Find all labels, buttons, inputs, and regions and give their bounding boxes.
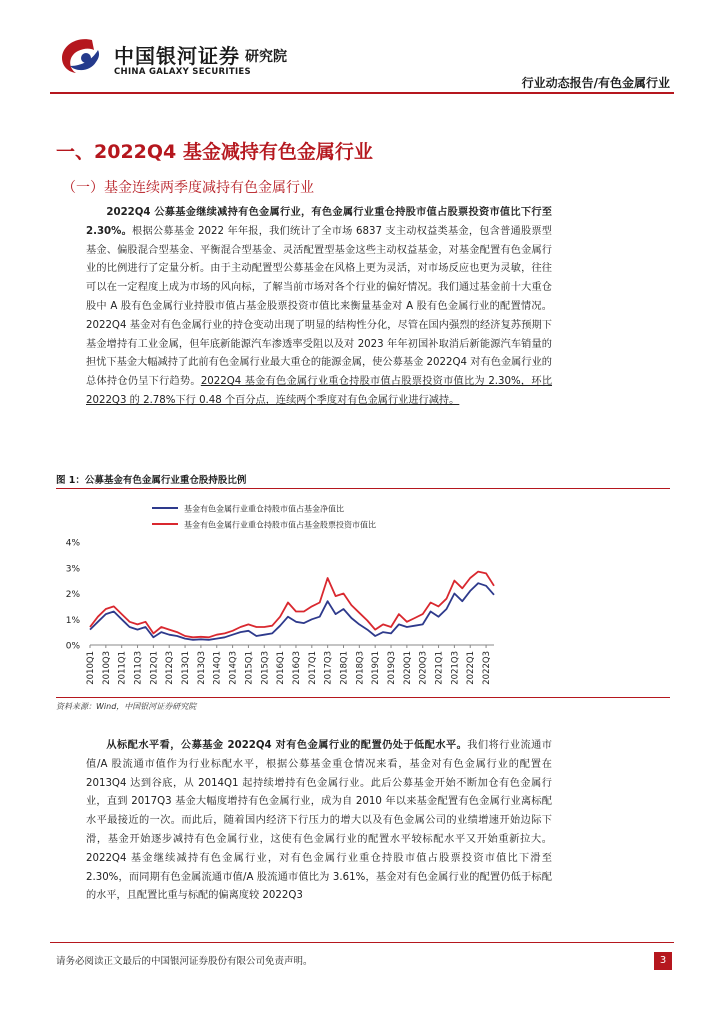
paragraph-lead: 2022Q4 公募基金继续减持有色金属行业，有色金属行业重仓持股市值占股票投资市值比下行至 2.30%。 (86, 207, 552, 237)
x-tick-label: 2017Q3 (323, 651, 334, 685)
x-tick-label: 2013Q1 (181, 651, 192, 685)
logo-english-name: CHINA GALAXY SECURITIES (114, 67, 251, 77)
x-tick-label: 2011Q3 (133, 651, 144, 685)
x-tick-label: 2012Q1 (149, 651, 160, 685)
x-tick-label: 2015Q1 (244, 651, 255, 685)
x-tick-label: 2019Q3 (387, 651, 398, 685)
x-tick-label: 2017Q1 (307, 651, 318, 685)
x-tick-label: 2015Q3 (260, 651, 271, 685)
x-tick-label: 2021Q3 (450, 651, 461, 685)
header-divider (50, 92, 674, 94)
x-tick-label: 2018Q3 (355, 651, 366, 685)
x-tick-label: 2013Q3 (196, 651, 207, 685)
x-tick-label: 2019Q1 (371, 651, 382, 685)
section-title: 一、2022Q4 基金减持有色金属行业 (56, 141, 373, 163)
paragraph-lead: 从标配水平看，公募基金 2022Q4 对有色金属行业的配置仍处于低配水平。 (106, 740, 468, 751)
x-tick-label: 2016Q1 (276, 651, 287, 685)
x-tick-label: 2022Q1 (466, 651, 477, 685)
china-galaxy-logo-icon (56, 36, 104, 76)
paragraph-highlight: 2022Q4 基金有色金属行业重仓持股市值占股票投资市值比为 2.30%，环比 2022Q3 的 2.78%下行 0.48 个百分点，连续两个季度对有色金属行业进行减持。 (86, 376, 553, 406)
y-tick-label: 2% (65, 590, 80, 600)
paragraph-body: 我们将行业流通市值/A 股流通市值作为行业标配水平，根据公募基金重仓情况来看，基金对有色金属行业的配置在 2013Q4 达到谷底，从 2014Q1 起持续增持有色金属行业。此后公募基金开始不断加仓有色金属行业，直到 2017Q3 基金大幅度增持有色金属行业，成为自 2010 年以来基金配置有色金属行业离标配水平最接近的一次。而此后，随着国内经济下行压力的增大以及有色金属公司的业绩增速开始边际下滑，基金开始逐步减持有色金属行业，这使有色金属行业的配置水平较标配水平又开始重新拉大。2022Q4 基金继续减持有色金属行业，对有色金属行业重仓持股市值占股票投资市值比下滑至 2.30%，而同期有色金属流通市值/A 股流通市值比为 3.61%，基金对有色金属行业的配置仍低于标配的水平，且配置比重与标配的偏离度较 2022Q3 (86, 740, 552, 902)
legend-label: 基金有色金属行业重仓持股市值占基金净值比 (184, 504, 344, 514)
y-tick-label: 4% (65, 538, 80, 549)
figure-bottom-rule (56, 697, 670, 698)
x-tick-label: 2014Q3 (228, 651, 239, 685)
page-number: 3 (654, 952, 672, 970)
y-tick-label: 3% (65, 564, 80, 575)
y-tick-label: 0% (65, 641, 80, 652)
report-type-label: 行业动态报告/有色金属行业 (521, 76, 670, 90)
x-tick-label: 2020Q3 (418, 651, 429, 685)
paragraph-fund-reduction (86, 204, 552, 411)
x-tick-label: 2020Q1 (402, 651, 413, 685)
x-tick-label: 2021Q1 (434, 651, 445, 685)
footer-divider (50, 942, 674, 943)
x-tick-label: 2014Q1 (212, 651, 223, 685)
series-line (90, 583, 494, 640)
logo-department: 研究院 (245, 49, 287, 65)
x-tick-label: 2012Q3 (165, 651, 176, 685)
paragraph-allocation-level (86, 737, 552, 906)
figure-top-rule (56, 488, 670, 489)
holding-ratio-line-chart (56, 490, 670, 696)
figure-title: 图 1：公募基金有色金属行业重仓股持股比例 (56, 475, 247, 486)
subsection-title: （一）基金连续两季度减持有色金属行业 (62, 180, 314, 196)
legend-label: 基金有色金属行业重仓持股市值占基金股票投资市值比 (184, 520, 376, 530)
x-tick-label: 2011Q1 (117, 651, 128, 685)
x-tick-label: 2016Q3 (291, 651, 302, 685)
paragraph-body: 根据公募基金 2022 年年报，我们统计了全市场 6837 支主动权益类基金，包含普通股票型基金、偏股混合型基金、平衡混合型基金、灵活配置型基金这些主动权益基金，对基金配置有色金属行业的比例进行了定量分析。由于主动配置型公募基金在风格上更为灵活，对市场反应也更为灵敏，往往可以在一定程度上成为市场的风向标，了解当前市场对各个行业的偏好情况。我们通过基金前十大重仓股中 A 股有色金属行业持股市值占基金股票投资市值比来衡量基金对 A 股有色金属行业的配置情况。2022Q4 基金对有色金属行业的持仓变动出现了明显的结构性分化，尽管在国内强烈的经济复苏预期下基金增持有工业金属，但年底新能源汽车渗透率受阻以及对 2023 年年初国补取消后新能源汽车销量的担忧下基金大幅减持了此前有色金属行业最大重仓的能源金属，使公募基金 2022Q4 对有色金属行业的总体持仓仍呈下行趋势。 (86, 225, 552, 388)
x-tick-label: 2022Q3 (482, 651, 493, 685)
x-tick-label: 2010Q1 (86, 651, 96, 685)
figure-source: 资料来源：Wind，中国银河证券研究院 (56, 702, 197, 711)
logo-chinese-name: 中国银河证券 (114, 44, 240, 68)
series-line (90, 572, 494, 638)
x-tick-label: 2018Q1 (339, 651, 350, 685)
disclaimer-note: 请务必阅读正文最后的中国银河证券股份有限公司免责声明。 (56, 956, 313, 967)
x-tick-label: 2010Q3 (101, 651, 112, 685)
y-tick-label: 1% (65, 615, 80, 626)
